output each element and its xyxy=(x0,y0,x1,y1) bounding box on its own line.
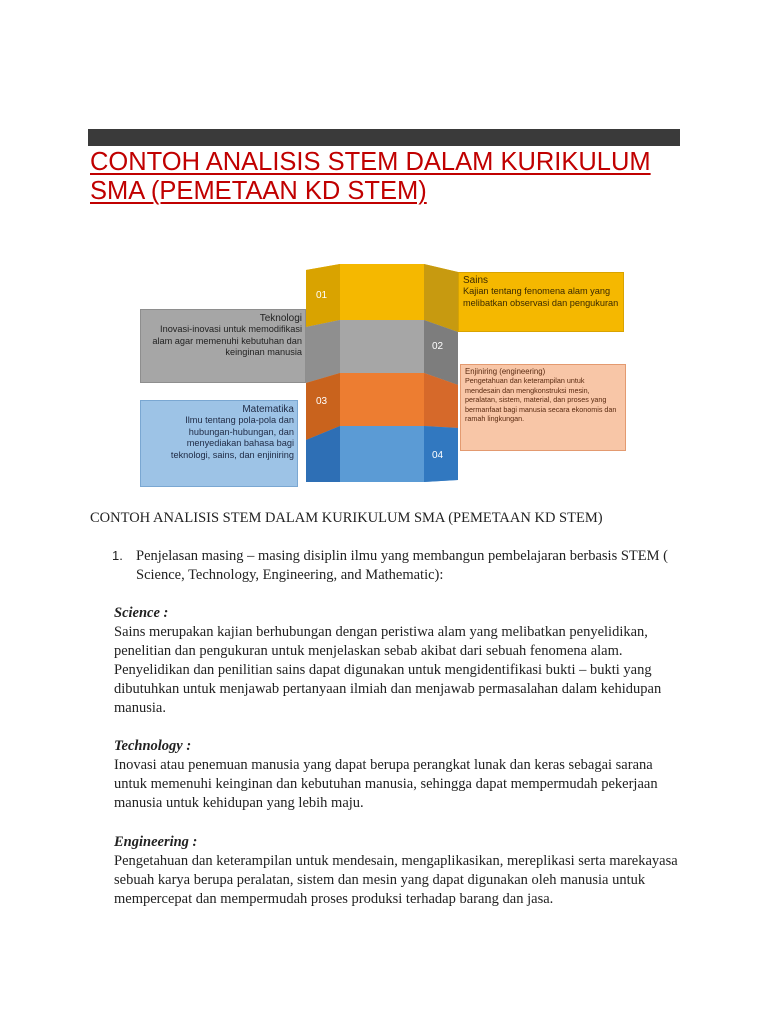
list-item xyxy=(112,547,682,584)
engineering-heading: Engineering : xyxy=(114,834,198,850)
step-number-04: 04 xyxy=(432,450,444,461)
engineering-section xyxy=(114,833,684,909)
engineering-paragraph: Pengetahuan dan keterampilan untuk mendesain, mengaplikasikan, mereplikasi serta marekayasa sebuah karya berupa peralatan, sistem dan mesin yang dapat digunakan oleh manusia untuk mempercepat dan mempermudah proses produksi terhadap barang dan jasa. xyxy=(114,853,678,907)
stem-infographic xyxy=(0,0,768,500)
page-title-line-2: SMA (PEMETAAN KD STEM) xyxy=(90,177,427,205)
matematika-text: Ilmu tentang pola-pola dan hubungan-hubungan, dan menyediakan bahasa bagi teknologi, sains, dan enjiniring xyxy=(170,415,294,460)
science-section xyxy=(114,604,684,718)
document-subtitle: CONTOH ANALISIS STEM DALAM KURIKULUM SMA (PEMETAAN KD STEM) xyxy=(90,510,603,526)
sains-box xyxy=(458,272,624,332)
band-01-fold-right xyxy=(424,264,458,332)
technology-section xyxy=(114,737,684,813)
list-marker: 1. xyxy=(112,548,123,563)
step-number-02: 02 xyxy=(432,341,444,352)
step-number-01: 01 xyxy=(316,290,328,301)
teknologi-box xyxy=(140,309,306,383)
enjiniring-text: Pengetahuan dan keterampilan untuk mendesain dan mengkonstruksi mesin, peralatan, sistem, material, dan proses yang bermanfaat bagi manusia secara ekonomis dan ramah lingkungan. xyxy=(465,376,617,424)
step-number-03: 03 xyxy=(316,396,328,407)
stem-ribbon-graphic xyxy=(0,0,768,500)
page-title-line-1: CONTOH ANALISIS STEM DALAM KURIKULUM xyxy=(90,148,651,176)
science-paragraph: Sains merupakan kajian berhubungan dengan peristiwa alam yang melibatkan penyelidikan, penelitian dan pengukuran untuk menjelaskan sebab akibat dari sebuah fenomena alam. Penyelidikan dan penilitian sains dapat digunakan untuk mengidentifikasi bukti – bukti yang dibutuhkan untuk menjawab pertanyaan ilmiah dan menjawab permasalahan dalam kehidupan manusia. xyxy=(114,624,662,716)
enjiniring-heading: Enjiniring (engineering) xyxy=(465,367,546,376)
enjiniring-box xyxy=(460,364,626,451)
technology-heading: Technology : xyxy=(114,738,192,754)
band-02-fold-left xyxy=(306,320,340,383)
technology-paragraph: Inovasi atau penemuan manusia yang dapat berupa perangkat lunak dan keras sebagai sarana untuk memenuhi keinginan dan kebutuhan manusia, sehingga dapat mempermudah pekerjaan manusia untuk kehidupan yang lebih maju. xyxy=(114,757,658,811)
list-item-text: Penjelasan masing – masing disiplin ilmu yang membangun pembelajaran berbasis STEM ( Science, Technology, Engineering, and Mathematic): xyxy=(136,548,668,583)
teknologi-heading: Teknologi xyxy=(259,313,302,324)
matematika-heading: Matematika xyxy=(242,404,294,415)
sains-text: Kajian tentang fenomena alam yang melibatkan observasi dan pengukuran xyxy=(463,286,619,308)
science-heading: Science : xyxy=(114,605,169,621)
matematika-box xyxy=(140,400,298,487)
sains-heading: Sains xyxy=(463,275,489,286)
teknologi-text: Inovasi-inovasi untuk memodifikasi alam agar memenuhi kebutuhan dan keinginan manusia xyxy=(152,324,302,358)
